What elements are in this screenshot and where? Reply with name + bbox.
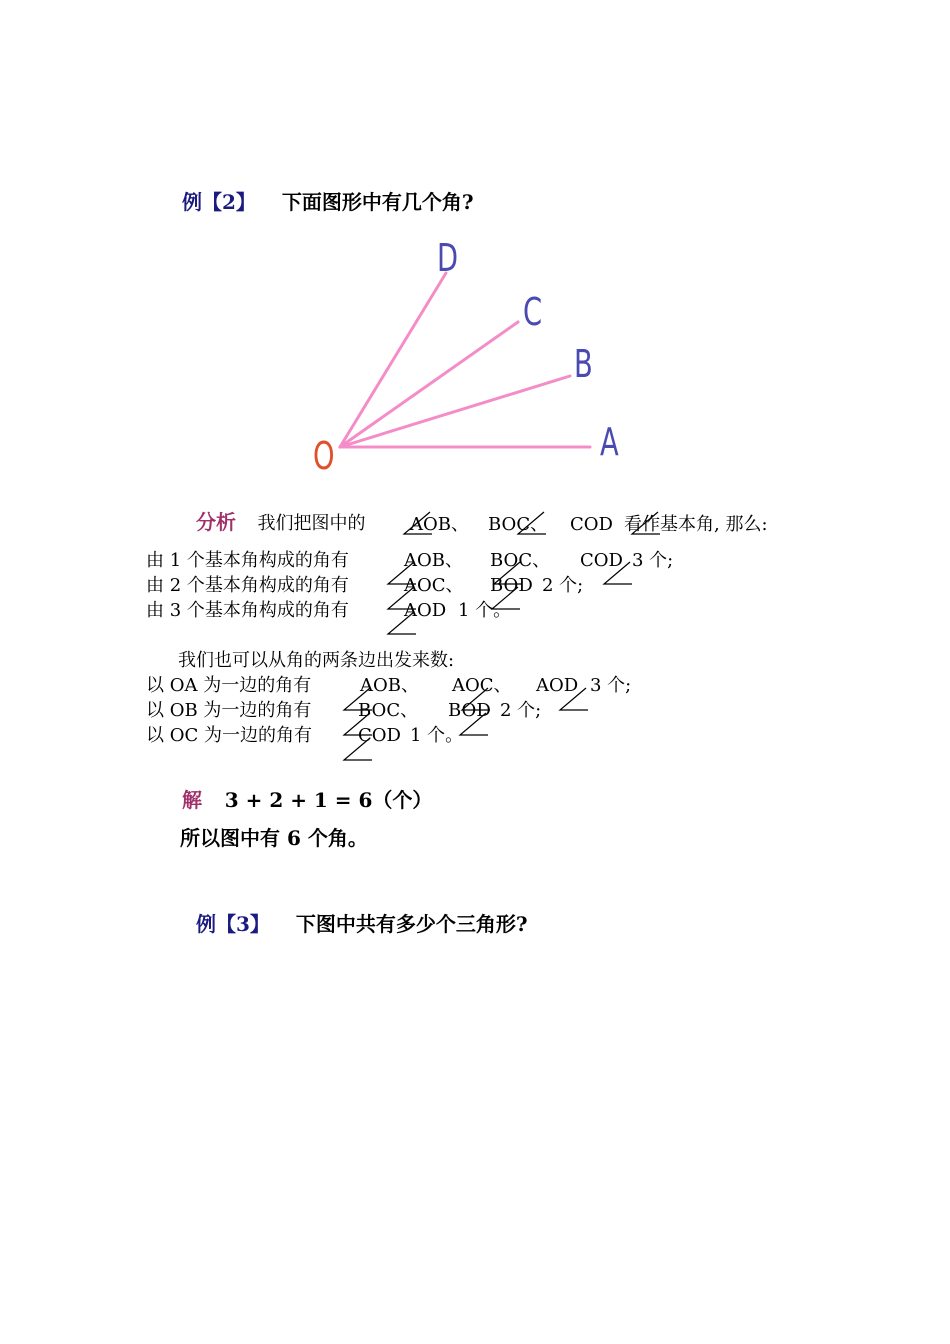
angle-symbol-icon — [604, 562, 632, 584]
angle-item: AOB、 — [410, 514, 469, 535]
solution-equation: 3 + 2 + 1 = 6（个） — [224, 788, 433, 812]
solution-label: 解 — [182, 788, 202, 812]
edge-line-prefix: 以 OC 为一边的角有 — [146, 725, 312, 746]
angle-symbol-icon — [632, 512, 660, 534]
angle-item: AOC、 — [452, 675, 512, 696]
example3-question: 下图中共有多少个三角形? — [295, 912, 528, 936]
analysis-label: 分析 — [196, 510, 236, 534]
example2-question: 下面图形中有几个角? — [281, 190, 474, 214]
solution-line — [182, 784, 432, 813]
example3-heading — [196, 908, 528, 937]
edge-line-suffix: 2 个; — [500, 700, 542, 721]
angle-symbol-icon — [344, 738, 372, 760]
alt-method-intro: 我们也可以从角的两条边出发来数: — [178, 650, 455, 671]
solution-conclusion: 所以图中有 6 个角。 — [180, 826, 368, 850]
edge-line-prefix: 以 OA 为一边的角有 — [146, 675, 312, 696]
angle-item: BOD — [448, 700, 491, 721]
angle-item: BOC、 — [358, 700, 419, 721]
count-line-prefix: 由 2 个基本角构成的角有 — [146, 575, 349, 596]
angle-symbol-icon — [462, 688, 490, 710]
edge-line-suffix: 3 个; — [590, 675, 632, 696]
count-line-prefix: 由 3 个基本角构成的角有 — [146, 600, 349, 621]
analysis-intro-end: 看作基本角, 那么: — [624, 514, 768, 535]
angle-item: AOB、 — [404, 550, 463, 571]
angle-symbol-icon — [460, 713, 488, 735]
angle-symbol-icon — [404, 512, 432, 534]
count-line-suffix: 3 个; — [632, 550, 674, 571]
point-label-c: C — [523, 289, 543, 335]
angle-symbol-icon — [560, 688, 588, 710]
angle-symbol-icon — [518, 512, 546, 534]
angle-symbol-icon — [388, 587, 416, 609]
edge-line-prefix: 以 OB 为一边的角有 — [146, 700, 312, 721]
angle-symbol-icon — [388, 612, 416, 634]
angle-symbol-icon — [494, 562, 522, 584]
angle-item: AOD — [536, 675, 579, 696]
angle-symbol-icon — [492, 587, 520, 609]
angle-item: AOC、 — [404, 575, 464, 596]
angle-item: BOC、 — [490, 550, 551, 571]
example3-label: 例【3】 — [196, 912, 270, 936]
count-line-suffix: 1 个。 — [458, 600, 512, 621]
angle-item: COD — [570, 514, 613, 535]
count-line-suffix: 2 个; — [542, 575, 584, 596]
angle-symbol-icon — [388, 562, 416, 584]
angle-item: BOD — [490, 575, 533, 596]
point-label-d: D — [437, 235, 459, 281]
angle-item: AOD — [404, 600, 447, 621]
angle-item: COD — [358, 725, 401, 746]
point-label-b: B — [574, 341, 593, 387]
example2-label: 例【2】 — [182, 190, 256, 214]
count-line-prefix: 由 1 个基本角构成的角有 — [146, 550, 349, 571]
angle-item: COD — [580, 550, 623, 571]
angle-symbol-icon — [344, 688, 372, 710]
analysis-intro: 我们把图中的 — [257, 513, 366, 534]
edge-line-suffix: 1 个。 — [410, 725, 464, 746]
point-label-o: O — [313, 433, 335, 479]
angle-symbol-icon — [344, 713, 372, 735]
angle-item: AOB、 — [360, 675, 419, 696]
angle-item: BOC、 — [488, 514, 549, 535]
point-label-a: A — [600, 419, 619, 465]
